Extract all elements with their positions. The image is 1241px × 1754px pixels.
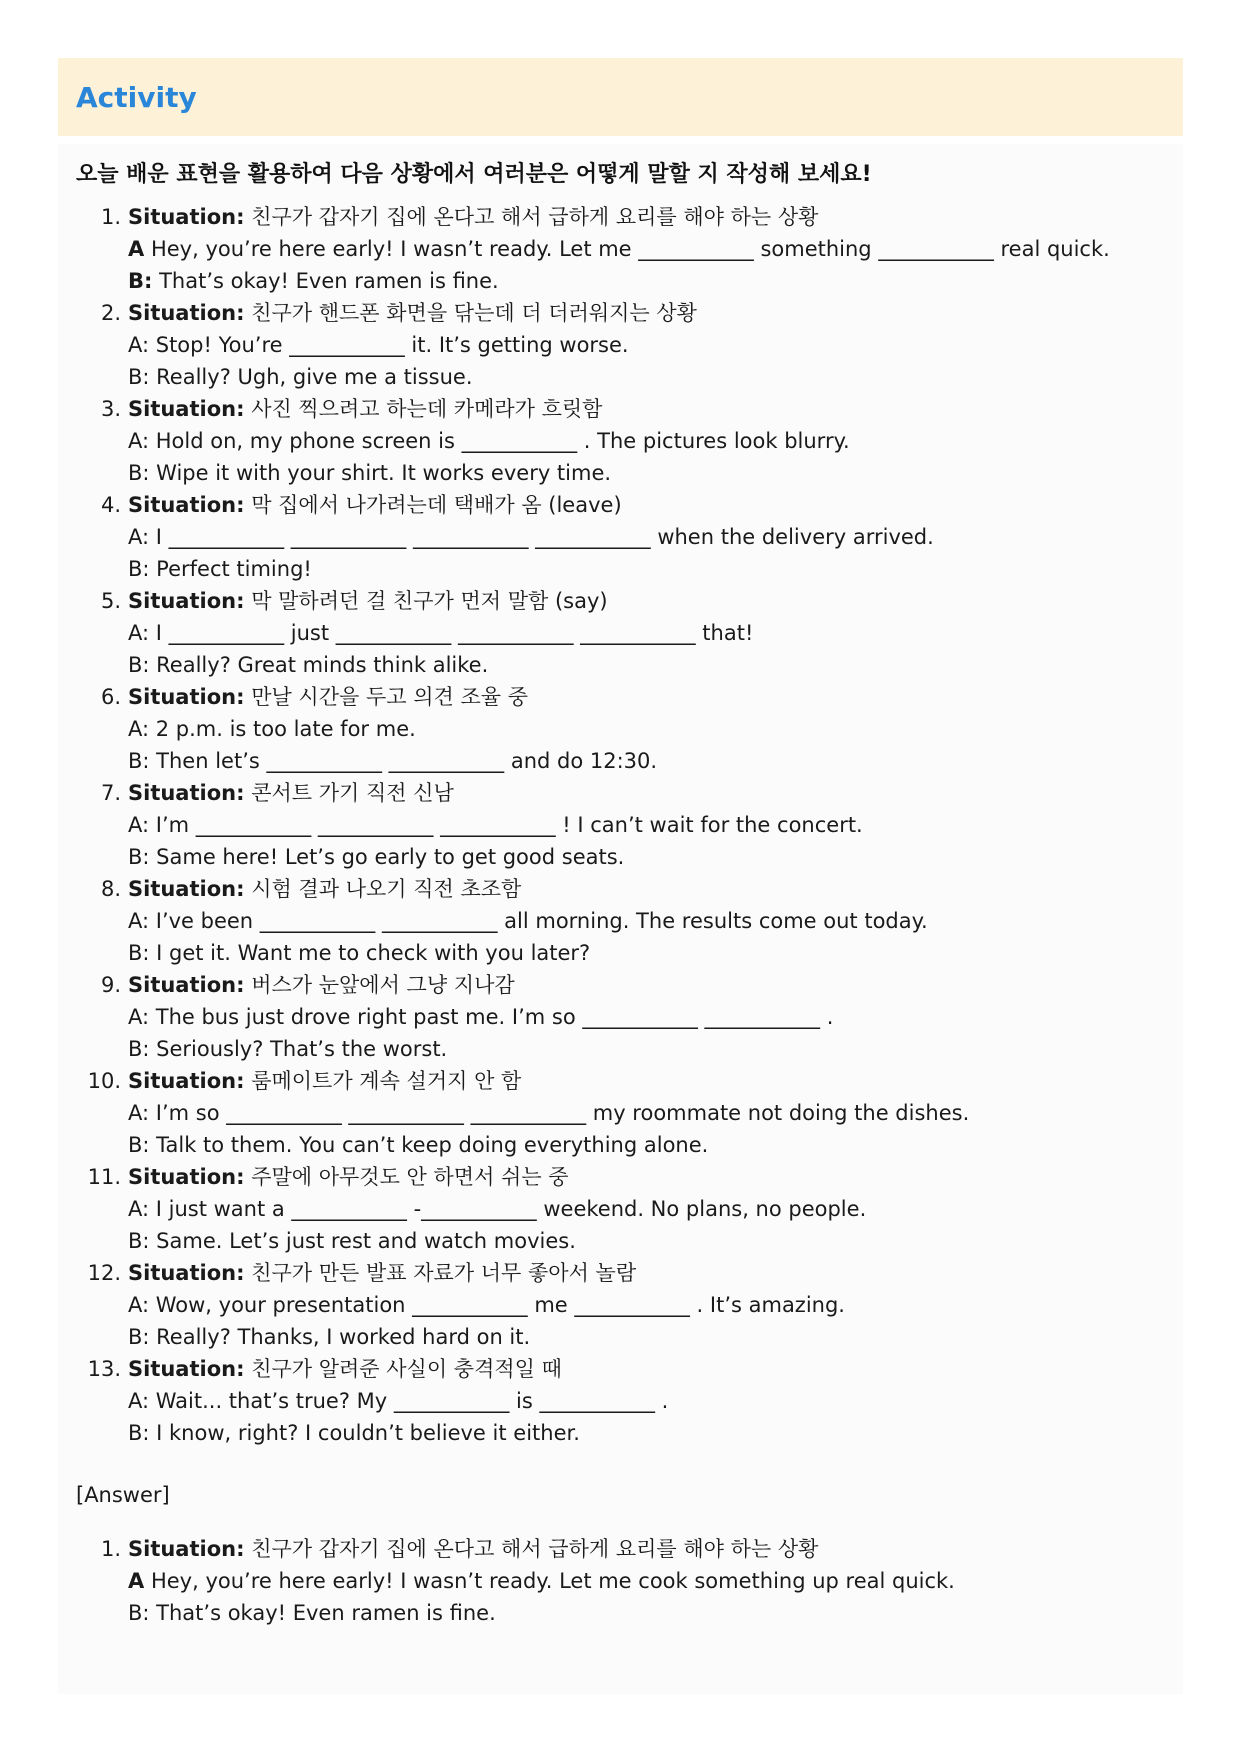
dialogue-line-a [128,617,1165,649]
exercise-item [76,1161,1165,1257]
answer-item [76,1533,1165,1629]
dialogue-line-b [128,1321,1165,1353]
dialogue-line-b [128,745,1165,777]
situation-text: 시험 결과 나오기 직전 초조함 [251,877,522,901]
dialogue-text: B: Really? Thanks, I worked hard on it. [128,1325,531,1349]
speaker-b-label: B: [128,269,153,293]
exercise-item [76,1257,1165,1353]
dialogue-line-a [128,1193,1165,1225]
dialogue-line-b [128,457,1165,489]
exercise-body [124,1353,1165,1449]
situation-label: Situation: [128,205,245,229]
dialogue-text: Hey, you’re here early! I wasn’t ready. Let me ___________ something ___________ real quick. [150,237,1110,261]
dialogue-line-a [128,1289,1165,1321]
answer-number: 1. [100,1537,121,1561]
situation-label: Situation: [128,781,245,805]
dialogue-text: A: Wow, your presentation ___________ me ___________ . It’s amazing. [128,1293,845,1317]
situation-label: Situation: [128,1357,245,1381]
situation-text: 친구가 핸드폰 화면을 닦는데 더 더러워지는 상황 [251,301,697,325]
exercise-number: 4. [100,493,121,517]
dialogue-text: B: Perfect timing! [128,557,312,581]
exercise-item [76,393,1165,489]
exercise-body [124,969,1165,1065]
situation-line [128,297,1165,329]
situation-line [128,1257,1165,1289]
situation-line [128,873,1165,905]
exercise-body [124,681,1165,777]
dialogue-text: A: Hold on, my phone screen is ___________ . The pictures look blurry. [128,429,850,453]
situation-label: Situation: [128,1261,245,1285]
exercise-number: 11. [87,1165,121,1189]
situation-label: Situation: [128,493,245,517]
answer-heading: [Answer] [76,1483,170,1507]
situation-line [128,1353,1165,1385]
situation-line [128,1533,1165,1565]
exercise-number: 6. [100,685,121,709]
situation-text: 친구가 만든 발표 자료가 너무 좋아서 놀람 [251,1261,637,1285]
situation-line [128,585,1165,617]
dialogue-text: B: Seriously? That’s the worst. [128,1037,448,1061]
dialogue-line-a [128,713,1165,745]
exercise-item [76,969,1165,1065]
dialogue-line-b [128,553,1165,585]
activity-panel [58,144,1183,1694]
exercise-item [76,297,1165,393]
exercise-item [76,489,1165,585]
exercise-number: 3. [100,397,121,421]
dialogue-line-a [128,233,1165,265]
exercise-number: 8. [100,877,121,901]
dialogue-line-b [128,361,1165,393]
exercise-item [76,681,1165,777]
exercise-body [124,201,1165,297]
situation-text: 주말에 아무것도 안 하면서 쉬는 중 [251,1165,569,1189]
exercise-item [76,777,1165,873]
situation-line [128,489,1165,521]
situation-label: Situation: [128,1069,245,1093]
dialogue-line-b [128,265,1165,297]
dialogue-text: B: Really? Ugh, give me a tissue. [128,365,473,389]
dialogue-text: B: I know, right? I couldn’t believe it either. [128,1421,580,1445]
dialogue-text: A: Stop! You’re ___________ it. It’s getting worse. [128,333,629,357]
dialogue-line-a [128,1097,1165,1129]
dialogue-text: B: Wipe it with your shirt. It works every time. [128,461,612,485]
exercise-body [124,489,1165,585]
dialogue-text: B: That’s okay! Even ramen is fine. [128,1601,496,1625]
dialogue-line-b [128,1033,1165,1065]
situation-line [128,681,1165,713]
dialogue-text: A: The bus just drove right past me. I’m so ___________ ___________ . [128,1005,834,1029]
exercise-number: 10. [87,1069,121,1093]
dialogue-text: B: Then let’s ___________ ___________ and do 12:30. [128,749,658,773]
exercise-body [124,297,1165,393]
exercise-item [76,585,1165,681]
exercise-item [76,201,1165,297]
situation-text: 막 집에서 나가려는데 택배가 옴 (leave) [251,493,622,517]
dialogue-line-a [128,425,1165,457]
answer-list [76,1533,1165,1629]
situation-line [128,393,1165,425]
dialogue-line-a [128,521,1165,553]
dialogue-text: A: I’m so ___________ ___________ ___________ my roommate not doing the dishes. [128,1101,970,1125]
dialogue-line-a [128,905,1165,937]
dialogue-text: B: Really? Great minds think alike. [128,653,489,677]
exercise-body [124,393,1165,489]
situation-text: 친구가 갑자기 집에 온다고 해서 급하게 요리를 해야 하는 상황 [251,205,819,229]
dialogue-text: A: I ___________ ___________ ___________ ___________ when the delivery arrived. [128,525,934,549]
exercise-number: 2. [100,301,121,325]
dialogue-text: A: Wait... that’s true? My ___________ is ___________ . [128,1389,669,1413]
speaker-a-label: A [128,237,145,261]
situation-label: Situation: [128,1537,245,1561]
situation-line [128,201,1165,233]
situation-label: Situation: [128,1165,245,1189]
exercise-number: 7. [100,781,121,805]
dialogue-text: B: Same here! Let’s go early to get good seats. [128,845,625,869]
exercise-body [124,1065,1165,1161]
situation-line [128,1065,1165,1097]
dialogue-text: A: I just want a ___________ -___________ weekend. No plans, no people. [128,1197,867,1221]
dialogue-line-b [128,1129,1165,1161]
dialogue-text: A: I’ve been ___________ ___________ all morning. The results come out today. [128,909,928,933]
dialogue-line-b [128,1417,1165,1449]
dialogue-text: A: I’m ___________ ___________ ___________ ! I can’t wait for the concert. [128,813,863,837]
situation-text: 막 말하려던 걸 친구가 먼저 말함 (say) [251,589,608,613]
situation-label: Situation: [128,589,245,613]
situation-text: 사진 찍으려고 하는데 카메라가 흐릿함 [251,397,603,421]
exercise-item [76,1065,1165,1161]
exercise-number: 5. [100,589,121,613]
speaker-a-label: A [128,1569,145,1593]
exercise-list [76,201,1165,1449]
dialogue-line-a [128,329,1165,361]
activity-title: Activity [76,80,197,114]
exercise-item [76,1353,1165,1449]
dialogue-line-b [128,841,1165,873]
situation-text: 친구가 알려준 사실이 충격적일 때 [251,1357,562,1381]
exercise-number: 1. [100,205,121,229]
situation-label: Situation: [128,685,245,709]
dialogue-line-b [128,1225,1165,1257]
situation-line [128,969,1165,1001]
situation-label: Situation: [128,301,245,325]
exercise-number: 13. [87,1357,121,1381]
answer-body [124,1533,1165,1629]
exercise-body [124,1257,1165,1353]
exercise-body [124,777,1165,873]
situation-text: 버스가 눈앞에서 그냥 지나감 [251,973,515,997]
exercise-number: 12. [87,1261,121,1285]
situation-label: Situation: [128,877,245,901]
dialogue-text: B: I get it. Want me to check with you later? [128,941,591,965]
dialogue-line-b [128,937,1165,969]
situation-line [128,1161,1165,1193]
exercise-number: 9. [100,973,121,997]
dialogue-line-a [128,809,1165,841]
dialogue-text: A: I ___________ just ___________ ___________ ___________ that! [128,621,754,645]
activity-header [58,58,1183,136]
dialogue-line-b [128,1597,1165,1629]
dialogue-line-a [128,1385,1165,1417]
dialogue-line-b [128,649,1165,681]
situation-text: 친구가 갑자기 집에 온다고 해서 급하게 요리를 해야 하는 상황 [251,1537,819,1561]
exercise-body [124,873,1165,969]
situation-label: Situation: [128,397,245,421]
dialogue-text: That’s okay! Even ramen is fine. [159,269,499,293]
exercise-body [124,585,1165,681]
dialogue-line-a [128,1565,1165,1597]
exercise-item [76,873,1165,969]
dialogue-text: A: 2 p.m. is too late for me. [128,717,416,741]
situation-line [128,777,1165,809]
exercise-body [124,1161,1165,1257]
dialogue-line-a [128,1001,1165,1033]
instruction-text: 오늘 배운 표현을 활용하여 다음 상황에서 여러분은 어떻게 말할 지 작성해 보세요! [76,162,872,187]
situation-text: 룸메이트가 계속 설거지 안 함 [251,1069,522,1093]
dialogue-text: Hey, you’re here early! I wasn’t ready. Let me cook something up real quick. [150,1569,955,1593]
situation-text: 콘서트 가기 직전 신남 [251,781,454,805]
dialogue-text: B: Talk to them. You can’t keep doing everything alone. [128,1133,709,1157]
situation-text: 만날 시간을 두고 의견 조율 중 [251,685,528,709]
situation-label: Situation: [128,973,245,997]
dialogue-text: B: Same. Let’s just rest and watch movies. [128,1229,576,1253]
